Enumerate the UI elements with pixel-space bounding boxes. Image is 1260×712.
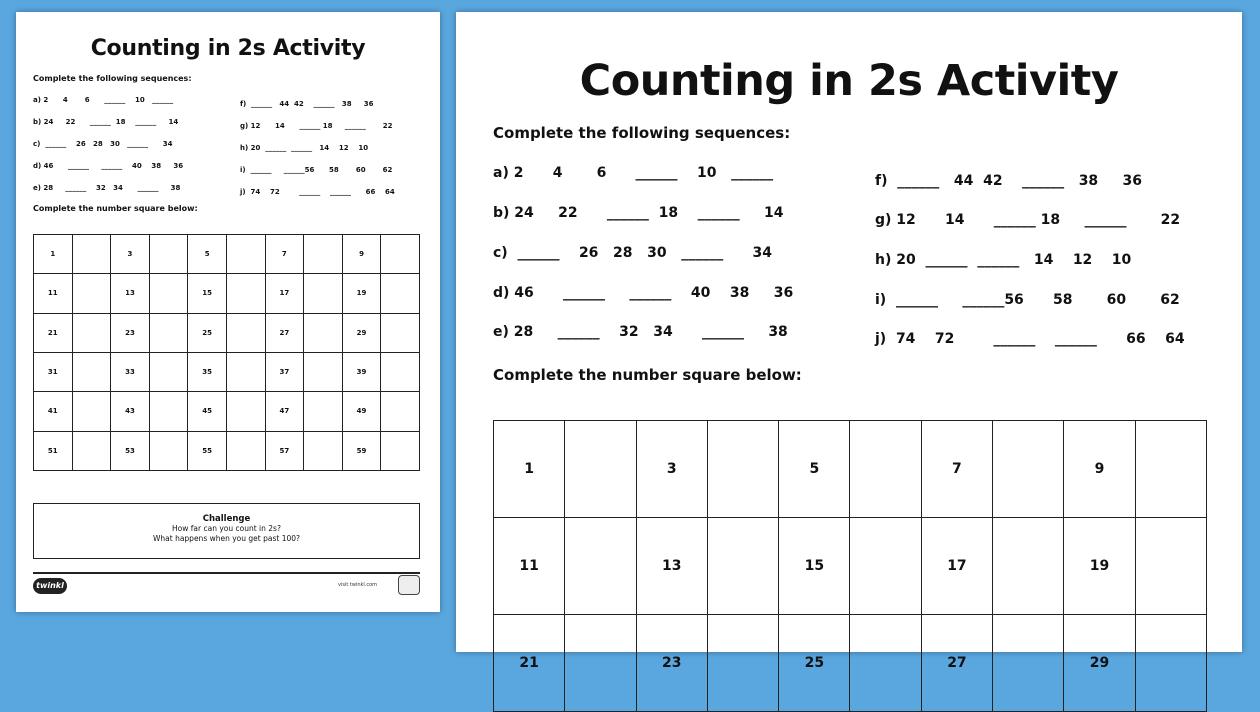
square-cell[interactable] [707, 518, 778, 615]
square-cell[interactable]: 49 [342, 392, 381, 431]
number-square-row [34, 392, 420, 431]
square-cell[interactable] [72, 274, 111, 313]
square-cell[interactable] [304, 352, 343, 391]
twinkl-logo: twinkl [33, 578, 67, 594]
page-title: Counting in 2s Activity [90, 36, 366, 61]
square-cell[interactable] [72, 352, 111, 391]
sequence-j: j) 74 72 ______ ______ 66 64 [240, 188, 395, 196]
square-cell[interactable]: 55 [188, 431, 227, 470]
square-cell[interactable] [850, 518, 921, 615]
square-cell[interactable]: 1 [494, 421, 565, 518]
square-cell[interactable] [381, 352, 420, 391]
square-cell[interactable] [565, 421, 636, 518]
square-cell[interactable]: 21 [34, 313, 73, 352]
square-cell[interactable] [993, 421, 1064, 518]
sequence-c: c) ______ 26 28 30 ______ 34 [493, 245, 772, 261]
square-cell[interactable] [381, 313, 420, 352]
square-cell[interactable]: 1 [34, 235, 73, 274]
square-cell[interactable] [1135, 615, 1206, 712]
sequence-j: j) 74 72 ______ ______ 66 64 [875, 331, 1185, 347]
square-cell[interactable]: 59 [342, 431, 381, 470]
sequence-g: g) 12 14 ______ 18 ______ 22 [240, 122, 393, 130]
square-cell[interactable]: 41 [34, 392, 73, 431]
square-cell[interactable]: 33 [111, 352, 150, 391]
square-cell[interactable] [226, 352, 265, 391]
square-cell[interactable]: 5 [779, 421, 850, 518]
square-cell[interactable] [72, 431, 111, 470]
square-cell[interactable]: 13 [636, 518, 707, 615]
square-cell[interactable] [381, 431, 420, 470]
number-square [33, 234, 420, 471]
page-title: Counting in 2s Activity [579, 56, 1119, 106]
sequences-instruction: Complete the following sequences: [33, 74, 192, 83]
square-instruction: Complete the number square below: [493, 366, 802, 384]
worksheet-zoomed [456, 12, 1242, 671]
square-cell[interactable]: 25 [779, 615, 850, 712]
square-cell[interactable] [993, 518, 1064, 615]
square-cell[interactable] [1135, 421, 1206, 518]
sequence-a: a) 2 4 6 ______ 10 ______ [493, 165, 774, 181]
square-cell[interactable] [565, 518, 636, 615]
sequence-d: d) 46 ______ ______ 40 38 36 [33, 162, 184, 170]
footer-divider [33, 572, 420, 574]
sequence-a: a) 2 4 6 ______ 10 ______ [33, 96, 174, 104]
square-cell[interactable]: 17 [921, 518, 992, 615]
square-cell[interactable]: 31 [34, 352, 73, 391]
sequence-i: i) ______ ______56 58 60 62 [875, 292, 1180, 308]
square-cell[interactable] [850, 421, 921, 518]
square-cell[interactable] [72, 392, 111, 431]
number-square-row [494, 518, 1207, 615]
square-cell[interactable] [149, 274, 188, 313]
square-cell[interactable] [226, 235, 265, 274]
square-cell[interactable]: 3 [111, 235, 150, 274]
sequence-f: f) ______ 44 42 ______ 38 36 [240, 100, 374, 108]
sequence-e: e) 28 ______ 32 34 ______ 38 [493, 324, 788, 340]
number-square-row [34, 274, 420, 313]
square-cell[interactable]: 29 [1064, 615, 1135, 712]
sequence-h: h) 20 ______ ______ 14 12 10 [875, 252, 1132, 268]
square-cell[interactable]: 23 [636, 615, 707, 712]
square-cell[interactable] [304, 392, 343, 431]
square-cell[interactable] [707, 421, 778, 518]
square-cell[interactable]: 19 [1064, 518, 1135, 615]
square-cell[interactable]: 13 [111, 274, 150, 313]
square-cell[interactable] [72, 235, 111, 274]
square-cell[interactable] [993, 615, 1064, 712]
square-cell[interactable]: 25 [188, 313, 227, 352]
square-cell[interactable] [226, 431, 265, 470]
square-cell[interactable] [149, 392, 188, 431]
square-cell[interactable] [565, 615, 636, 712]
square-cell[interactable] [381, 274, 420, 313]
sequences-instruction: Complete the following sequences: [493, 124, 791, 142]
number-square-row [34, 431, 420, 470]
footer-visit-text: visit twinkl.com [338, 582, 378, 588]
square-cell[interactable] [149, 313, 188, 352]
square-cell[interactable] [381, 392, 420, 431]
square-cell[interactable]: 15 [779, 518, 850, 615]
challenge-line-1: How far can you count in 2s? [172, 524, 281, 533]
square-cell[interactable]: 7 [265, 235, 304, 274]
number-square-row [34, 313, 420, 352]
square-cell[interactable] [304, 313, 343, 352]
square-cell[interactable] [304, 274, 343, 313]
square-cell[interactable]: 35 [188, 352, 227, 391]
square-cell[interactable]: 5 [188, 235, 227, 274]
square-cell[interactable]: 7 [921, 421, 992, 518]
sequence-c: c) ______ 26 28 30 ______ 34 [33, 140, 173, 148]
badge-icon [398, 575, 420, 595]
sequence-d: d) 46 ______ ______ 40 38 36 [493, 285, 794, 301]
square-cell[interactable]: 27 [265, 313, 304, 352]
square-cell[interactable]: 21 [494, 615, 565, 712]
square-cell[interactable]: 17 [265, 274, 304, 313]
square-cell[interactable]: 9 [1064, 421, 1135, 518]
square-cell[interactable] [381, 235, 420, 274]
sequence-h: h) 20 ______ ______ 14 12 10 [240, 144, 369, 152]
square-cell[interactable]: 9 [342, 235, 381, 274]
square-cell[interactable]: 53 [111, 431, 150, 470]
number-square-row [34, 235, 420, 274]
challenge-line-2: What happens when you get past 100? [152, 534, 300, 543]
square-cell[interactable]: 57 [265, 431, 304, 470]
square-cell[interactable]: 47 [265, 392, 304, 431]
square-cell[interactable] [149, 352, 188, 391]
number-square-row [494, 421, 1207, 518]
square-cell[interactable] [149, 431, 188, 470]
sequence-b: b) 24 22 ______ 18 ______ 14 [33, 118, 179, 126]
square-instruction: Complete the number square below: [33, 204, 198, 213]
square-cell[interactable] [149, 235, 188, 274]
square-cell[interactable]: 43 [111, 392, 150, 431]
number-square-row [34, 352, 420, 391]
sequence-e: e) 28 ______ 32 34 ______ 38 [33, 184, 181, 192]
square-cell[interactable] [304, 235, 343, 274]
square-cell[interactable] [226, 392, 265, 431]
square-cell[interactable]: 19 [342, 274, 381, 313]
square-cell[interactable]: 23 [111, 313, 150, 352]
square-cell[interactable]: 45 [188, 392, 227, 431]
square-cell[interactable] [1135, 518, 1206, 615]
square-cell[interactable] [226, 274, 265, 313]
number-square [493, 420, 1207, 712]
worksheet-thumbnail [16, 12, 440, 612]
square-cell[interactable]: 29 [342, 313, 381, 352]
sequence-i: i) ______ ______56 58 60 62 [240, 166, 393, 174]
sequence-f: f) ______ 44 42 ______ 38 36 [875, 173, 1143, 189]
square-cell[interactable] [850, 615, 921, 712]
number-square-row [494, 615, 1207, 712]
square-cell[interactable]: 11 [34, 274, 73, 313]
challenge-box [33, 503, 420, 559]
square-cell[interactable]: 27 [921, 615, 992, 712]
square-cell[interactable]: 51 [34, 431, 73, 470]
challenge-title: Challenge [202, 514, 251, 524]
square-cell[interactable]: 39 [342, 352, 381, 391]
square-cell[interactable]: 3 [636, 421, 707, 518]
square-cell[interactable]: 37 [265, 352, 304, 391]
square-cell[interactable] [226, 313, 265, 352]
sequence-b: b) 24 22 ______ 18 ______ 14 [493, 205, 784, 221]
square-cell[interactable]: 11 [494, 518, 565, 615]
square-cell[interactable]: 15 [188, 274, 227, 313]
square-cell[interactable] [304, 431, 343, 470]
square-cell[interactable] [72, 313, 111, 352]
sequence-g: g) 12 14 ______ 18 ______ 22 [875, 212, 1181, 228]
square-cell[interactable] [707, 615, 778, 712]
